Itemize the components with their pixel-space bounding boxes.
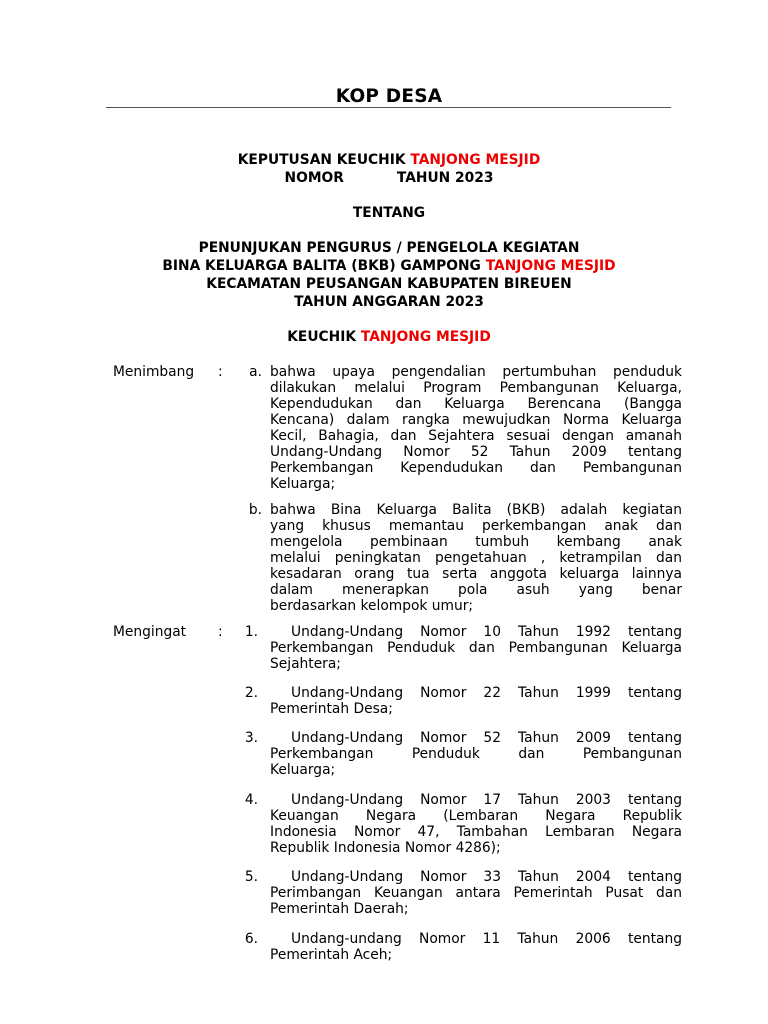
nomor-label: NOMOR xyxy=(284,170,344,186)
menimbang-label: Menimbang xyxy=(113,364,195,380)
decree-title-prefix: KEPUTUSAN KEUCHIK xyxy=(237,152,406,168)
menimbang-marker-a: a. xyxy=(249,364,262,380)
menimbang-a-line: Kecil, Bahagia, dan Sejahtera sesuai dengan amanah xyxy=(270,428,682,444)
mengingat-marker-6: 6. xyxy=(244,931,258,947)
menimbang-a-line: dilakukan melalui Program Pembangunan Keluarga, xyxy=(270,380,682,396)
mengingat-1-line: Perkembangan Penduduk dan Pembangunan Keluarga xyxy=(270,640,682,656)
mengingat-label: Mengingat xyxy=(113,624,187,640)
menimbang-b-line: melalui peningkatan pengetahuan , ketrampilan dan xyxy=(270,550,682,566)
menimbang-b-line: dalam menerapkan pola asuh yang benar xyxy=(270,582,682,598)
subject-line-4: TAHUN ANGGARAN 2023 xyxy=(294,294,484,310)
mengingat-1-line: Undang-Undang Nomor 10 Tahun 1992 tentang xyxy=(291,624,682,640)
menimbang-b-line: bahwa Bina Keluarga Balita (BKB) adalah kegiatan xyxy=(270,502,682,518)
mengingat-marker-3: 3. xyxy=(244,730,258,746)
mengingat-1-line: Sejahtera; xyxy=(270,656,341,672)
tentang-heading: TENTANG xyxy=(352,205,426,221)
letterhead-rule xyxy=(106,107,671,108)
mengingat-5-line: Pemerintah Daerah; xyxy=(270,901,409,917)
subject-line-2 xyxy=(0,257,768,275)
letterhead-title: KOP DESA xyxy=(335,86,443,107)
mengingat-colon: : xyxy=(218,624,223,640)
mengingat-5-line: Perimbangan Keuangan antara Pemerintah Pusat dan xyxy=(270,885,682,901)
tahun-label: TAHUN 2023 xyxy=(396,170,494,186)
mengingat-2-line: Pemerintah Desa; xyxy=(270,701,393,717)
mengingat-4-line: Indonesia Nomor 47, Tambahan Lembaran Negara xyxy=(270,824,682,840)
menimbang-b-line: kesadaran orang tua serta anggota keluarga lainnya xyxy=(270,566,682,582)
mengingat-5-line: Undang-Undang Nomor 33 Tahun 2004 tentang xyxy=(291,869,682,885)
menimbang-a-line: Kencana) dalam rangka mewujudkan Norma Keluarga xyxy=(270,412,682,428)
menimbang-a-line: Kependudukan dan Keluarga Berencana (Bangga xyxy=(270,396,682,412)
mengingat-marker-5: 5. xyxy=(244,869,258,885)
menimbang-a-line: Keluarga; xyxy=(270,476,336,492)
mengingat-3-line: Undang-Undang Nomor 52 Tahun 2009 tentang xyxy=(291,730,682,746)
subject-line-3: KECAMATAN PEUSANGAN KABUPATEN BIREUEN xyxy=(206,276,572,292)
menimbang-b-line: mengelola pembinaan tumbuh kembang anak xyxy=(270,534,682,550)
mengingat-2-line: Undang-Undang Nomor 22 Tahun 1999 tentang xyxy=(291,685,682,701)
menimbang-a-line: Undang-Undang Nomor 52 Tahun 2009 tentang xyxy=(270,444,682,460)
mengingat-6-line: Pemerintah Aceh; xyxy=(270,947,393,963)
subject-line-2-prefix: BINA KELUARGA BALITA (BKB) GAMPONG xyxy=(162,258,481,274)
decree-title xyxy=(0,151,768,169)
subject-line-1: PENUNJUKAN PENGURUS / PENGELOLA KEGIATAN xyxy=(198,240,580,256)
mengingat-6-line: Undang-undang Nomor 11 Tahun 2006 tentang xyxy=(291,931,682,947)
mengingat-marker-2: 2. xyxy=(244,685,258,701)
menimbang-colon: : xyxy=(218,364,223,380)
menimbang-a-line: bahwa upaya pengendalian pertumbuhan penduduk xyxy=(270,364,682,380)
mengingat-marker-4: 4. xyxy=(244,792,258,808)
menimbang-marker-b: b. xyxy=(248,502,262,518)
decree-number xyxy=(0,169,768,187)
menimbang-b-line: yang khusus memantau perkembangan anak dan xyxy=(270,518,682,534)
mengingat-4-line: Republik Indonesia Nomor 4286); xyxy=(270,840,501,856)
mengingat-3-line: Keluarga; xyxy=(270,762,336,778)
village-name: TANJONG MESJID xyxy=(485,258,616,274)
village-name: TANJONG MESJID xyxy=(360,329,491,345)
menimbang-b-line: berdasarkan kelompok umur; xyxy=(270,598,474,614)
mengingat-marker-1: 1. xyxy=(244,624,258,640)
mengingat-4-line: Undang-Undang Nomor 17 Tahun 2003 tentang xyxy=(291,792,682,808)
keuchik-heading xyxy=(0,328,768,346)
village-name: TANJONG MESJID xyxy=(410,152,541,168)
mengingat-4-line: Keuangan Negara (Lembaran Negara Republik xyxy=(270,808,682,824)
keuchik-prefix: KEUCHIK xyxy=(287,329,357,345)
menimbang-a-line: Perkembangan Kependudukan dan Pembangunan xyxy=(270,460,682,476)
mengingat-3-line: Perkembangan Penduduk dan Pembangunan xyxy=(270,746,682,762)
